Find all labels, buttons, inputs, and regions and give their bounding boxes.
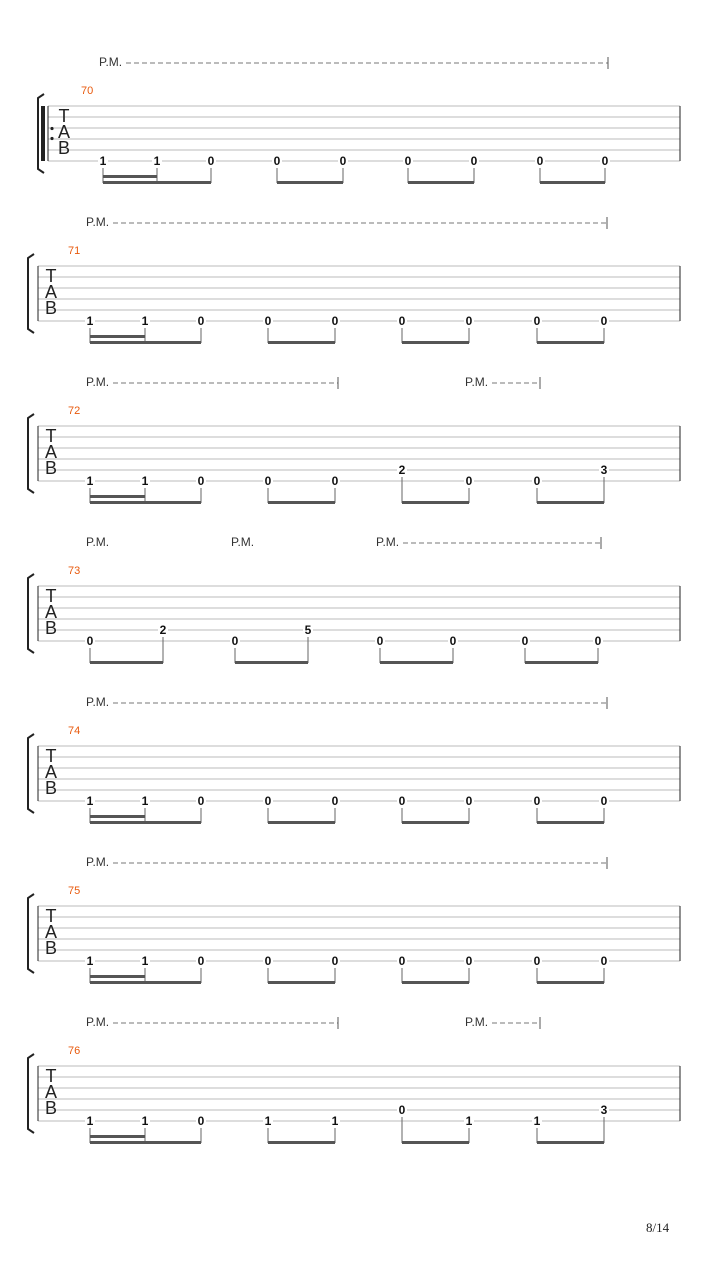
pm-label: P.M. bbox=[231, 535, 255, 549]
pm-label: P.M. bbox=[86, 855, 110, 869]
beam bbox=[90, 981, 201, 984]
beam bbox=[540, 181, 605, 184]
fret-number: 0 bbox=[398, 954, 406, 968]
fret-number: 1 bbox=[86, 314, 94, 328]
tab-clef-letter: B bbox=[57, 138, 71, 158]
fret-number: 0 bbox=[465, 794, 473, 808]
beam bbox=[268, 1141, 335, 1144]
tab-clef-letter: B bbox=[44, 298, 58, 318]
fret-number: 0 bbox=[331, 954, 339, 968]
fret-number: 0 bbox=[398, 314, 406, 328]
fret-number: 1 bbox=[465, 1114, 473, 1128]
beam bbox=[90, 661, 163, 664]
beam-secondary bbox=[90, 815, 145, 818]
beam bbox=[402, 821, 469, 824]
tab-clef-letter: A bbox=[44, 762, 58, 782]
fret-number: 0 bbox=[594, 634, 602, 648]
system-bracket bbox=[28, 1054, 34, 1133]
tab-clef-letter: T bbox=[58, 106, 70, 126]
fret-number: 1 bbox=[86, 794, 94, 808]
tab-clef-letter: T bbox=[45, 266, 57, 286]
fret-number: 0 bbox=[197, 794, 205, 808]
tab-clef-letter: A bbox=[44, 282, 58, 302]
fret-number: 1 bbox=[86, 954, 94, 968]
page-number: 8/14 bbox=[646, 1220, 670, 1235]
beam bbox=[90, 821, 201, 824]
beam-secondary bbox=[90, 335, 145, 338]
fret-number: 1 bbox=[86, 1114, 94, 1128]
fret-number: 1 bbox=[153, 154, 161, 168]
tab-clef-letter: T bbox=[45, 426, 57, 446]
tab-clef-letter: B bbox=[44, 618, 58, 638]
fret-number: 1 bbox=[533, 1114, 541, 1128]
fret-number: 1 bbox=[331, 1114, 339, 1128]
measure-number: 74 bbox=[68, 725, 81, 737]
beam bbox=[380, 661, 453, 664]
fret-number: 0 bbox=[339, 154, 347, 168]
beam bbox=[402, 981, 469, 984]
fret-number: 0 bbox=[533, 954, 541, 968]
tab-clef-letter: B bbox=[44, 778, 58, 798]
beam-secondary bbox=[90, 1135, 145, 1138]
repeat-dot bbox=[50, 137, 53, 140]
pm-label: P.M. bbox=[86, 215, 110, 229]
fret-number: 1 bbox=[141, 794, 149, 808]
fret-number: 0 bbox=[197, 954, 205, 968]
beam bbox=[268, 501, 335, 504]
fret-number: 0 bbox=[273, 154, 281, 168]
pm-label: P.M. bbox=[99, 55, 123, 69]
fret-number: 3 bbox=[600, 1103, 608, 1117]
tab-clef-letter: T bbox=[45, 906, 57, 926]
beam-secondary bbox=[103, 175, 157, 178]
fret-number: 1 bbox=[141, 954, 149, 968]
fret-number: 0 bbox=[601, 154, 609, 168]
fret-number: 0 bbox=[465, 314, 473, 328]
fret-number: 3 bbox=[600, 463, 608, 477]
fret-number: 0 bbox=[86, 634, 94, 648]
beam bbox=[103, 181, 211, 184]
beam bbox=[277, 181, 343, 184]
fret-number: 0 bbox=[331, 474, 339, 488]
tab-clef-letter: T bbox=[45, 1066, 57, 1086]
fret-number: 0 bbox=[197, 474, 205, 488]
beam-secondary bbox=[90, 975, 145, 978]
fret-number: 0 bbox=[449, 634, 457, 648]
pm-label: P.M. bbox=[376, 535, 400, 549]
fret-number: 0 bbox=[231, 634, 239, 648]
fret-number: 0 bbox=[465, 474, 473, 488]
measure-number: 71 bbox=[68, 245, 81, 257]
beam bbox=[90, 341, 201, 344]
system-bracket bbox=[28, 254, 34, 333]
tab-clef-letter: B bbox=[44, 1098, 58, 1118]
beam bbox=[537, 981, 604, 984]
fret-number: 0 bbox=[600, 954, 608, 968]
fret-number: 0 bbox=[470, 154, 478, 168]
fret-number: 0 bbox=[533, 474, 541, 488]
pm-label: P.M. bbox=[86, 695, 110, 709]
fret-number: 2 bbox=[398, 463, 406, 477]
fret-number: 0 bbox=[197, 1114, 205, 1128]
pm-label: P.M. bbox=[465, 1015, 489, 1029]
beam bbox=[402, 501, 469, 504]
fret-number: 0 bbox=[398, 794, 406, 808]
beam bbox=[537, 1141, 604, 1144]
tab-clef-letter: A bbox=[44, 442, 58, 462]
system-bracket bbox=[28, 894, 34, 973]
tab-clef-letter: A bbox=[57, 122, 71, 142]
fret-number: 0 bbox=[600, 794, 608, 808]
system-bracket bbox=[28, 574, 34, 653]
fret-number: 1 bbox=[141, 314, 149, 328]
measure-number: 72 bbox=[68, 405, 81, 417]
fret-number: 0 bbox=[404, 154, 412, 168]
tab-clef-letter: T bbox=[45, 586, 57, 606]
fret-number: 1 bbox=[264, 1114, 272, 1128]
beam bbox=[537, 341, 604, 344]
beam bbox=[402, 341, 469, 344]
measure-number: 73 bbox=[68, 565, 81, 577]
fret-number: 0 bbox=[331, 314, 339, 328]
fret-number: 0 bbox=[207, 154, 215, 168]
beam bbox=[268, 821, 335, 824]
beam bbox=[537, 821, 604, 824]
fret-number: 0 bbox=[376, 634, 384, 648]
beam bbox=[268, 341, 335, 344]
fret-number: 0 bbox=[264, 954, 272, 968]
tab-clef-letter: B bbox=[44, 938, 58, 958]
fret-number: 0 bbox=[197, 314, 205, 328]
fret-number: 1 bbox=[141, 474, 149, 488]
beam bbox=[90, 1141, 201, 1144]
measure-number: 76 bbox=[68, 1045, 81, 1057]
tab-clef-letter: B bbox=[44, 458, 58, 478]
tab-clef-letter: A bbox=[44, 922, 58, 942]
measure-number: 70 bbox=[81, 85, 94, 97]
fret-number: 2 bbox=[159, 623, 167, 637]
fret-number: 0 bbox=[264, 794, 272, 808]
pm-label: P.M. bbox=[86, 375, 110, 389]
beam bbox=[537, 501, 604, 504]
repeat-thick-bar bbox=[41, 106, 45, 161]
fret-number: 1 bbox=[99, 154, 107, 168]
fret-number: 0 bbox=[536, 154, 544, 168]
measure-number: 75 bbox=[68, 885, 81, 897]
tab-clef-letter: A bbox=[44, 602, 58, 622]
system-bracket bbox=[28, 414, 34, 493]
pm-label: P.M. bbox=[86, 1015, 110, 1029]
fret-number: 0 bbox=[533, 794, 541, 808]
beam bbox=[90, 501, 201, 504]
tab-clef-letter: A bbox=[44, 1082, 58, 1102]
beam bbox=[408, 181, 474, 184]
pm-label: P.M. bbox=[86, 535, 110, 549]
repeat-dot bbox=[50, 127, 53, 130]
beam bbox=[268, 981, 335, 984]
fret-number: 0 bbox=[398, 1103, 406, 1117]
fret-number: 0 bbox=[533, 314, 541, 328]
fret-number: 0 bbox=[331, 794, 339, 808]
beam bbox=[402, 1141, 469, 1144]
fret-number: 0 bbox=[264, 474, 272, 488]
fret-number: 5 bbox=[304, 623, 312, 637]
beam bbox=[525, 661, 598, 664]
fret-number: 0 bbox=[600, 314, 608, 328]
fret-number: 1 bbox=[86, 474, 94, 488]
beam bbox=[235, 661, 308, 664]
fret-number: 0 bbox=[465, 954, 473, 968]
fret-number: 1 bbox=[141, 1114, 149, 1128]
system-bracket bbox=[28, 734, 34, 813]
fret-number: 0 bbox=[264, 314, 272, 328]
tab-clef-letter: T bbox=[45, 746, 57, 766]
fret-number: 0 bbox=[521, 634, 529, 648]
beam-secondary bbox=[90, 495, 145, 498]
pm-label: P.M. bbox=[465, 375, 489, 389]
